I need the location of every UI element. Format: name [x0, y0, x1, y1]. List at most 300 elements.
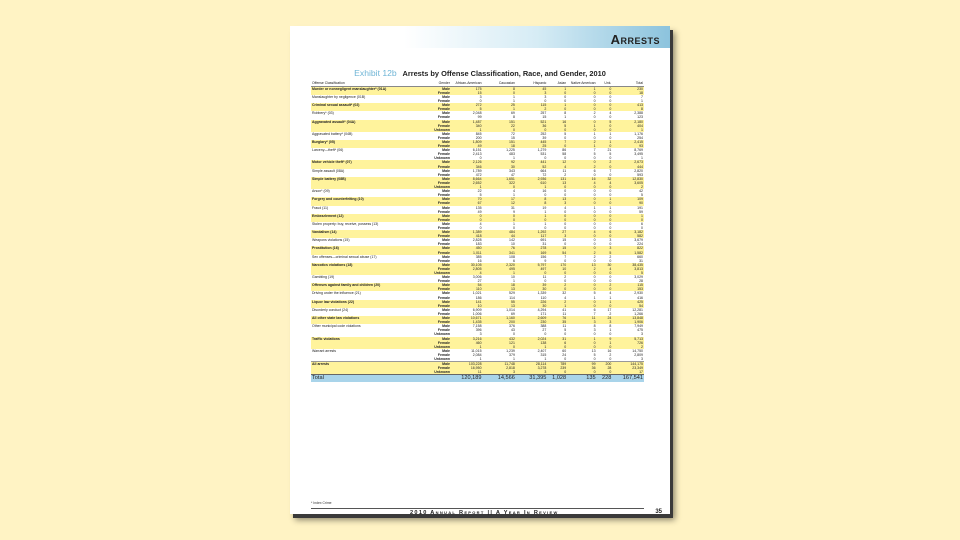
value-cell: 151: [483, 140, 516, 144]
value-cell: 0: [483, 214, 516, 218]
value-cell: 0: [593, 258, 596, 263]
value-cell: 0: [609, 258, 612, 263]
value-cell: 0: [597, 165, 613, 169]
value-cell: 0: [564, 242, 567, 247]
value-cell: 0: [593, 242, 596, 247]
value-cell: 1: [451, 128, 483, 132]
value-cell: 156: [540, 254, 547, 259]
value-cell: 1: [544, 209, 547, 214]
value-cell: 0: [567, 103, 596, 107]
value-cell: 1: [516, 185, 547, 189]
value-cell: 2,048: [472, 111, 482, 116]
value-cell: 123: [637, 115, 643, 120]
gender-cell: Female: [420, 267, 451, 271]
value-cell: 0: [609, 225, 612, 230]
total-value-cell: 135: [567, 375, 596, 383]
value-cell: 114: [509, 295, 515, 300]
offense-cell: Motor vehicle theft* (07): [311, 160, 420, 164]
value-cell: 1: [544, 221, 547, 226]
value-cell: 4: [512, 189, 515, 194]
value-cell: 472: [475, 172, 482, 177]
value-cell: 0: [593, 279, 596, 284]
gender-cell: Female: [437, 242, 450, 247]
value-cell: 3: [479, 332, 482, 337]
value-cell: 39: [516, 283, 547, 287]
gender-cell: Male: [442, 238, 450, 243]
value-cell: 0: [597, 185, 613, 189]
value-cell: 45: [516, 86, 547, 91]
value-cell: 0: [597, 144, 613, 148]
value-cell: 0: [597, 271, 613, 275]
value-cell: 0: [593, 189, 596, 194]
value-cell: 1: [516, 214, 547, 218]
gender-cell: Male: [420, 362, 451, 367]
offense-cell: Traffic violations: [311, 337, 420, 341]
value-cell: 4: [564, 295, 567, 300]
gender-cell: Male: [420, 160, 451, 164]
value-cell: 0: [544, 332, 547, 337]
value-cell: 25: [516, 144, 547, 148]
value-cell: 4: [609, 291, 612, 296]
value-cell: 396: [475, 328, 482, 333]
value-cell: 58: [562, 152, 567, 157]
gender-cell: Female: [420, 144, 451, 148]
value-cell: 200: [483, 320, 516, 324]
value-cell: 0: [479, 99, 482, 104]
value-cell: 3: [483, 370, 516, 375]
value-cell: 11: [567, 316, 596, 320]
value-cell: 0: [593, 332, 596, 337]
value-cell: 1,279: [537, 148, 547, 153]
offense-cell: Liquor law violations (22): [311, 300, 420, 304]
value-cell: 49: [451, 144, 483, 148]
gender-cell: Male: [442, 168, 450, 173]
offense-cell: Aggravated battery* (04B): [312, 131, 353, 136]
value-cell: 230: [612, 86, 644, 91]
value-cell: 1,011: [451, 251, 483, 255]
value-cell: 0: [609, 135, 612, 140]
value-cell: 0: [593, 172, 596, 177]
value-cell: 2,652: [451, 181, 483, 185]
value-cell: 7: [609, 168, 612, 173]
value-cell: 9: [512, 209, 515, 214]
value-cell: 495: [483, 267, 516, 271]
value-cell: 789: [547, 362, 567, 367]
value-cell: 1: [609, 131, 612, 136]
value-cell: 664: [540, 168, 547, 173]
value-cell: 2: [567, 251, 596, 255]
gender-cell: Male: [420, 283, 451, 287]
value-cell: 5: [597, 251, 613, 255]
value-cell: 413: [612, 103, 644, 107]
value-cell: 200: [597, 362, 613, 367]
exhibit-number: Exhibit 12b: [354, 68, 397, 78]
value-cell: 9: [597, 337, 613, 341]
value-cell: 1: [609, 205, 612, 210]
gender-cell: Female: [437, 279, 450, 284]
value-cell: 5: [547, 124, 567, 128]
value-cell: 0: [483, 218, 516, 222]
value-cell: 7: [593, 311, 596, 316]
gender-cell: Female: [437, 152, 450, 157]
value-cell: 8,664: [451, 177, 483, 181]
gender-cell: Female: [437, 172, 450, 177]
value-cell: 21: [607, 148, 612, 153]
value-cell: 0: [547, 91, 567, 95]
value-cell: 72: [510, 131, 515, 136]
value-cell: 11,748: [483, 362, 516, 367]
gender-cell: Male: [420, 140, 451, 144]
value-cell: 1,021: [472, 291, 482, 296]
value-cell: 18: [483, 283, 516, 287]
value-cell: 0: [597, 218, 613, 222]
value-cell: 2: [593, 111, 596, 116]
value-cell: 7,949: [634, 324, 643, 329]
offense-cell: Simple assault (08A): [312, 168, 345, 173]
value-cell: 115: [516, 103, 547, 107]
gender-cell: Male: [420, 120, 451, 124]
value-cell: 25: [483, 103, 516, 107]
offense-cell: Simple battery (08B): [311, 177, 420, 181]
value-cell: 3: [641, 332, 643, 337]
value-cell: 141: [451, 300, 483, 304]
value-cell: 610: [516, 181, 547, 185]
value-cell: 444: [612, 165, 644, 169]
value-cell: 4: [479, 221, 482, 226]
value-cell: 1: [512, 99, 515, 104]
value-cell: 0: [564, 332, 567, 337]
value-cell: 432: [483, 337, 516, 341]
total-value-cell: 31,395: [516, 375, 547, 383]
value-cell: 69: [510, 311, 515, 316]
value-cell: 0: [609, 332, 612, 337]
value-cell: 0: [483, 345, 516, 349]
header-band: [290, 26, 670, 48]
value-cell: 1: [593, 295, 596, 300]
value-cell: 497: [516, 267, 547, 271]
gender-cell: Male: [420, 316, 451, 320]
value-cell: 0: [512, 332, 515, 337]
value-cell: 0: [567, 160, 596, 164]
value-cell: 22: [477, 189, 482, 194]
value-cell: 0: [516, 218, 547, 222]
header-native-american: Native American: [567, 82, 596, 86]
value-cell: 2: [609, 254, 612, 259]
value-cell: 8: [516, 201, 547, 205]
value-cell: 153: [612, 287, 644, 291]
offense-cell: Embezzlement (12): [311, 214, 420, 218]
value-cell: 103,228: [451, 362, 483, 367]
gender-cell: Unknown: [434, 156, 450, 161]
value-cell: 0: [544, 156, 547, 161]
value-cell: 0: [547, 345, 567, 349]
offense-cell: Fraud (11): [312, 205, 329, 210]
value-cell: 341: [483, 251, 516, 255]
value-cell: 60: [562, 348, 567, 353]
gender-cell: Male: [420, 263, 451, 267]
total-label: Total: [311, 375, 420, 383]
gender-cell: Female: [420, 366, 451, 370]
gender-cell: Male: [420, 103, 451, 107]
value-cell: 170: [547, 263, 567, 267]
offense-cell: Gambling (19): [312, 275, 335, 280]
value-cell: 0: [609, 172, 612, 177]
value-cell: 272: [451, 103, 483, 107]
offense-cell: Narcotics violations (18): [311, 263, 420, 267]
value-cell: 1,789: [472, 168, 482, 173]
value-cell: 252: [540, 131, 547, 136]
value-cell: 121: [483, 341, 516, 345]
value-cell: 54: [547, 251, 567, 255]
value-cell: 5: [593, 352, 596, 357]
value-cell: 5: [564, 328, 567, 333]
value-cell: 13: [567, 263, 596, 267]
value-cell: 2,126: [451, 160, 483, 164]
value-cell: 4,294: [537, 307, 547, 312]
value-cell: 30: [516, 304, 547, 308]
value-cell: 11,015: [471, 348, 482, 353]
value-cell: 41: [562, 307, 567, 312]
gender-cell: Female: [437, 209, 450, 214]
value-cell: 6: [593, 307, 596, 312]
header-asian: Asian: [547, 82, 567, 86]
value-cell: 0: [564, 225, 567, 230]
value-cell: 16: [567, 177, 596, 181]
value-cell: 0: [547, 185, 567, 189]
value-cell: 16,950: [451, 366, 483, 370]
value-cell: 7: [547, 140, 567, 144]
value-cell: 49: [477, 209, 482, 214]
value-cell: 0: [609, 99, 612, 104]
value-cell: 2: [564, 172, 567, 177]
value-cell: 3: [593, 328, 596, 333]
value-cell: 0: [564, 189, 567, 194]
value-cell: 0: [597, 107, 613, 111]
value-cell: 23,349: [612, 366, 644, 370]
value-cell: 3: [544, 94, 547, 99]
value-cell: 376: [509, 324, 515, 329]
value-cell: 0: [609, 94, 612, 99]
value-cell: 822: [612, 246, 644, 250]
exhibit-title: Arrests by Offense Classification, Race, and Gender, 2010: [402, 69, 606, 78]
value-cell: 3,278: [516, 366, 547, 370]
value-cell: 4: [564, 205, 567, 210]
value-cell: 10: [510, 242, 515, 247]
value-cell: 0: [593, 115, 596, 120]
value-cell: 388: [540, 324, 547, 329]
value-cell: 5: [564, 131, 567, 136]
value-cell: 0: [597, 86, 613, 91]
value-cell: 31: [639, 258, 643, 263]
value-cell: 315: [540, 352, 547, 357]
value-cell: 0: [567, 107, 596, 111]
value-cell: 450: [451, 246, 483, 250]
value-cell: 1,435: [451, 320, 483, 324]
value-cell: 4: [567, 181, 596, 185]
value-cell: 11: [542, 275, 547, 280]
value-cell: 44: [483, 234, 516, 238]
offense-cell: Weapons violations (15): [312, 238, 350, 243]
value-cell: 1: [612, 128, 644, 132]
value-cell: 3,813: [612, 267, 644, 271]
gender-cell: Female: [420, 320, 451, 324]
value-cell: 4: [609, 111, 612, 116]
gender-cell: Female: [437, 328, 450, 333]
offense-cell: Manslaughter by negligence (01B): [312, 94, 366, 99]
value-cell: 15: [562, 238, 567, 243]
gender-cell: Female: [437, 295, 450, 300]
value-cell: 0: [544, 99, 547, 104]
value-cell: 135: [475, 205, 482, 210]
value-cell: 1: [483, 107, 516, 111]
value-cell: 226: [516, 300, 547, 304]
value-cell: 43: [510, 328, 515, 333]
value-cell: 19: [542, 205, 547, 210]
value-cell: 12,830: [612, 177, 644, 181]
gender-cell: Male: [442, 348, 450, 353]
value-cell: 1: [512, 356, 515, 361]
offense-cell: Criminal sexual assault* (02): [311, 103, 420, 107]
gender-cell: Female: [437, 99, 450, 104]
value-cell: 4: [451, 271, 483, 275]
value-cell: 0: [567, 234, 596, 238]
value-cell: 38,435: [612, 263, 644, 267]
value-cell: 2: [593, 254, 596, 259]
value-cell: 1: [544, 356, 547, 361]
value-cell: 0: [567, 218, 596, 222]
value-cell: 1: [547, 103, 567, 107]
value-cell: 1: [451, 185, 483, 189]
value-cell: 460: [451, 341, 483, 345]
value-cell: 416: [637, 295, 643, 300]
value-cell: 0: [609, 356, 612, 361]
gender-cell: Female: [420, 107, 451, 111]
header-total: Total: [612, 82, 644, 86]
value-cell: 3: [516, 91, 547, 95]
gender-cell: Male: [442, 205, 450, 210]
value-cell: 2: [597, 160, 613, 164]
value-cell: 0: [567, 91, 596, 95]
gender-cell: Female: [437, 311, 450, 316]
value-cell: 0: [544, 193, 547, 198]
value-cell: 115: [612, 283, 644, 287]
value-cell: 2,024: [516, 337, 547, 341]
value-cell: 1: [567, 337, 596, 341]
value-cell: 13,848: [612, 316, 644, 320]
gender-cell: Female: [420, 304, 451, 308]
value-cell: 16: [607, 348, 612, 353]
value-cell: 1,651: [483, 177, 516, 181]
value-cell: 0: [564, 209, 567, 214]
value-cell: 2: [547, 283, 567, 287]
value-cell: 2: [567, 165, 596, 169]
value-cell: 2,415: [612, 140, 644, 144]
value-cell: 1: [609, 295, 612, 300]
value-cell: 0: [567, 300, 596, 304]
value-cell: 1: [512, 221, 515, 226]
offense-cell: Disorderly conduct (24): [312, 307, 349, 312]
value-cell: 379: [509, 352, 515, 357]
value-cell: 0: [564, 94, 567, 99]
value-cell: 445: [516, 140, 547, 144]
value-cell: 1,239: [506, 348, 515, 353]
value-cell: 0: [567, 345, 596, 349]
value-cell: 0: [597, 287, 613, 291]
value-cell: 0: [593, 356, 596, 361]
value-cell: 6: [597, 230, 613, 234]
value-cell: 0: [612, 218, 644, 222]
gender-cell: Male: [420, 177, 451, 181]
value-cell: 2: [564, 275, 567, 280]
value-cell: 1,582: [612, 251, 644, 255]
value-cell: 0: [609, 156, 612, 161]
value-cell: 0: [567, 304, 596, 308]
value-cell: 15: [547, 246, 567, 250]
value-cell: 418: [451, 234, 483, 238]
value-cell: 3: [597, 320, 613, 324]
value-cell: 76: [547, 316, 567, 320]
value-cell: 11: [562, 168, 567, 173]
value-cell: 11: [562, 324, 567, 329]
value-cell: 151: [483, 120, 516, 124]
footer-text: 2010 Annual Report || A Year In Review: [410, 510, 559, 516]
offense-cell: Prostitution (16): [311, 246, 420, 250]
value-cell: 0: [567, 197, 596, 201]
value-cell: 3,495: [634, 152, 643, 157]
value-cell: 1: [597, 341, 613, 345]
value-cell: 18: [612, 91, 644, 95]
value-cell: 4: [547, 165, 567, 169]
value-cell: 343: [509, 168, 515, 173]
value-cell: 13: [483, 287, 516, 291]
total-value-cell: 120,189: [451, 375, 483, 383]
value-cell: 10: [451, 304, 483, 308]
offense-cell: Warrant arrests: [312, 348, 336, 353]
value-cell: 1: [597, 140, 613, 144]
footer-rule: [311, 508, 644, 509]
report-page: [290, 26, 670, 514]
gender-cell: Male: [420, 300, 451, 304]
value-cell: 3: [641, 356, 643, 361]
value-cell: 0: [593, 94, 596, 99]
value-cell: 11: [562, 311, 567, 316]
value-cell: 200: [475, 135, 482, 140]
value-cell: 0: [567, 128, 596, 132]
value-cell: 1,160: [483, 316, 516, 320]
value-cell: 0: [479, 156, 482, 161]
value-cell: 0: [593, 221, 596, 226]
value-cell: 0: [593, 193, 596, 198]
gender-cell: Female: [420, 124, 451, 128]
value-cell: 385: [475, 254, 482, 259]
value-cell: 1: [564, 115, 567, 120]
value-cell: 30,105: [451, 263, 483, 267]
value-cell: 8: [483, 86, 516, 91]
value-cell: 0: [593, 275, 596, 280]
value-cell: 6: [512, 258, 515, 263]
value-cell: 0: [597, 214, 613, 218]
value-cell: 13: [483, 304, 516, 308]
value-cell: 0: [567, 201, 596, 205]
value-cell: 1: [597, 300, 613, 304]
value-cell: 0: [597, 201, 613, 205]
value-cell: 2: [567, 267, 596, 271]
value-cell: 0: [609, 115, 612, 120]
value-cell: 1: [567, 144, 596, 148]
gender-cell: Female: [420, 287, 451, 291]
total-value-cell: 228: [597, 375, 613, 383]
value-cell: 70: [451, 197, 483, 201]
